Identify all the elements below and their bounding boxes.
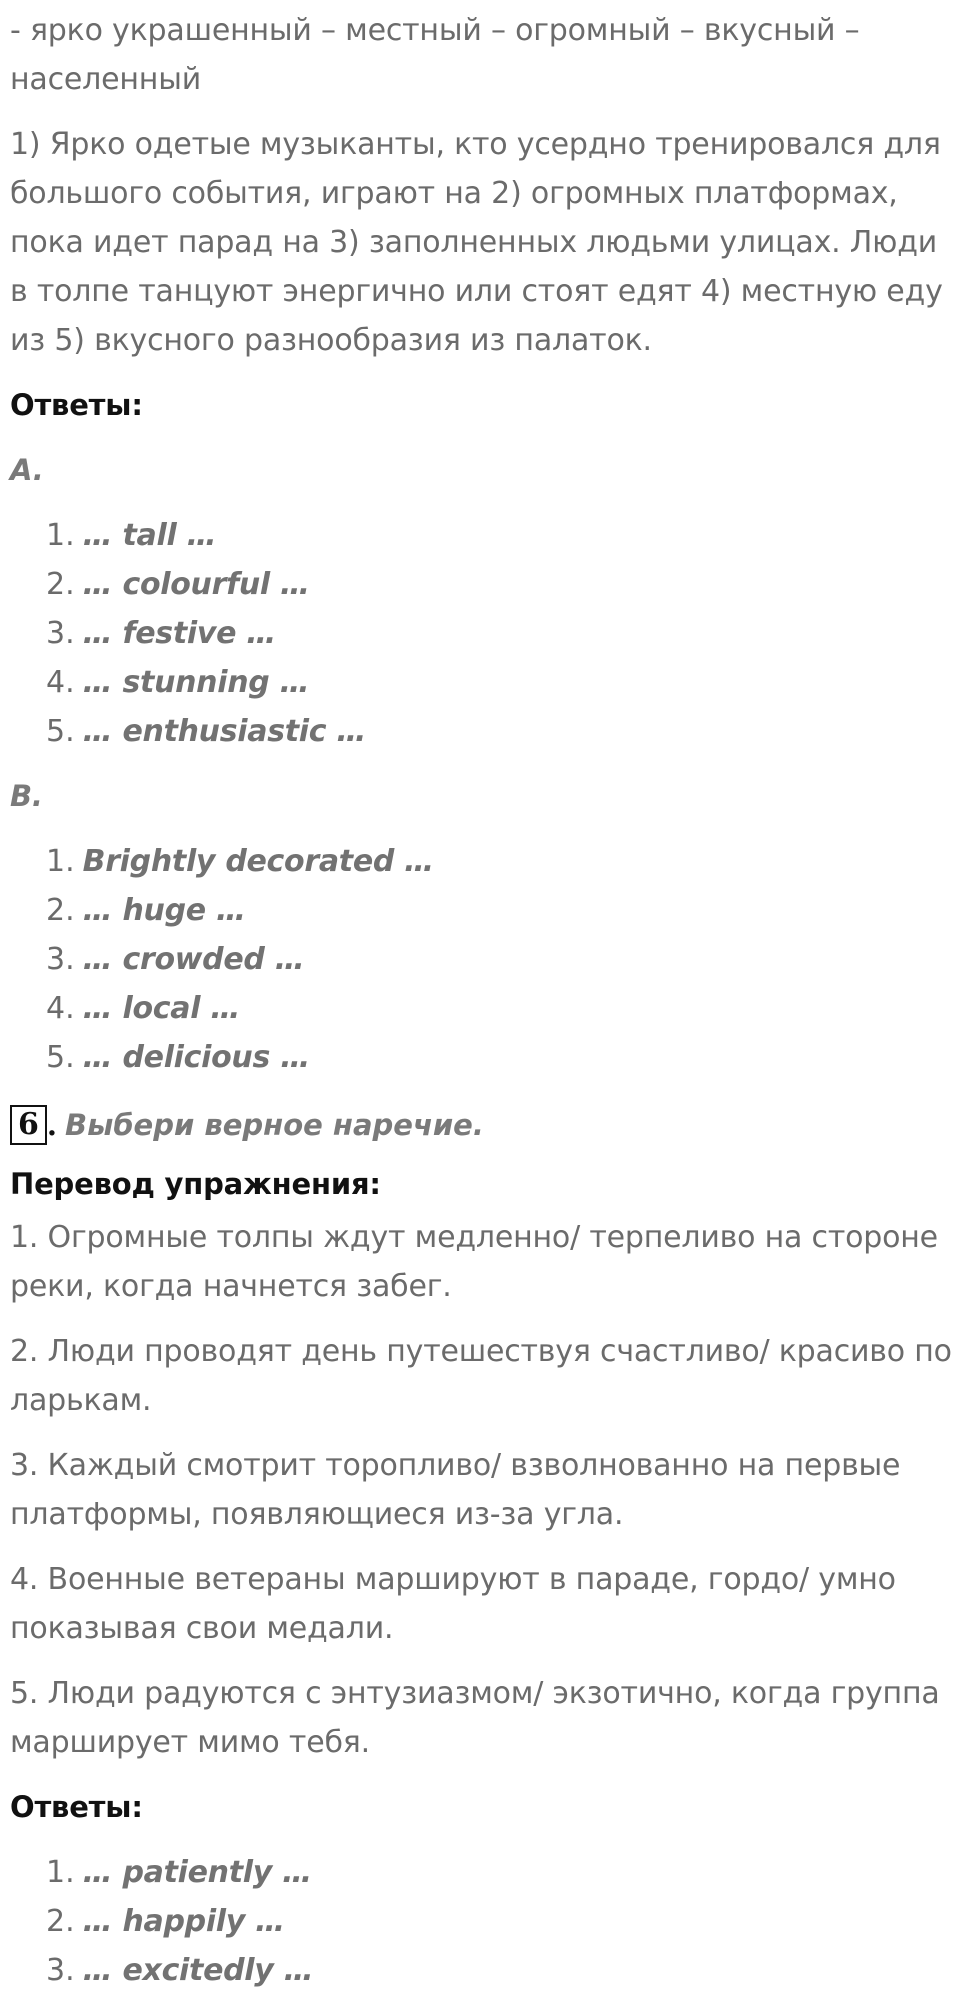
answer-text: Brightly decorated …	[82, 844, 434, 879]
answer-item	[46, 707, 960, 756]
answer-number: 1.	[46, 518, 75, 553]
section-a-answer-list	[10, 511, 960, 756]
exercise-sentence: 5. Люди радуются с энтузиазмом/ экзотично, когда группа марширует мимо тебя.	[10, 1676, 940, 1760]
exercise-instruction: Выбери верное наречие.	[64, 1108, 484, 1142]
answer-item	[46, 1946, 960, 1995]
document-page	[0, 6, 960, 1995]
exercise-sentence: 1. Огромные толпы ждут медленно/ терпеливо на стороне реки, когда начнется забег.	[10, 1220, 938, 1304]
section-b-label: B.	[10, 779, 43, 813]
answer-text: … colourful …	[82, 567, 310, 602]
answer-number: 4.	[46, 991, 75, 1026]
answer-number: 4.	[46, 665, 75, 700]
answer-text: … local …	[82, 991, 241, 1026]
answer-number: 3.	[46, 942, 75, 977]
exercise-sentence: 2. Люди проводят день путешествуя счастливо/ красиво по ларькам.	[10, 1334, 952, 1418]
exercise-sentence: 3. Каждый смотрит торопливо/ взволнованно на первые платформы, появляющиеся из-за угла.	[10, 1448, 901, 1532]
answer-text: … stunning …	[82, 665, 310, 700]
answer-item	[46, 609, 960, 658]
exercise-sentence: 4. Военные ветераны маршируют в параде, гордо/ умно показывая свои медали.	[10, 1562, 896, 1646]
answer-text: … festive …	[82, 616, 276, 651]
answer-text: … huge …	[82, 893, 246, 928]
answer-item	[46, 560, 960, 609]
answer-item	[46, 511, 960, 560]
answers-heading: Ответы:	[10, 388, 143, 422]
section-b-answer-list	[10, 837, 960, 1082]
answer-number: 2.	[46, 567, 75, 602]
answer-text: … crowded …	[82, 942, 305, 977]
answer-number: 3.	[46, 1953, 75, 1988]
answer-number: 2.	[46, 893, 75, 928]
exercise-number-dot: .	[46, 1108, 57, 1142]
answer-number: 1.	[46, 844, 75, 879]
exercise-6-answer-list	[10, 1848, 960, 1995]
answers-heading: Ответы:	[10, 1790, 143, 1824]
answer-item	[46, 1897, 960, 1946]
answer-text: … tall …	[82, 518, 217, 553]
answer-number: 1.	[46, 1855, 75, 1890]
answer-item	[46, 658, 960, 707]
answer-text: … patiently …	[82, 1855, 312, 1890]
answer-number: 5.	[46, 1040, 75, 1075]
answer-text: … enthusiastic …	[82, 714, 367, 749]
answer-item	[46, 837, 960, 886]
answer-item	[46, 1848, 960, 1897]
answer-text: … delicious …	[82, 1040, 310, 1075]
translation-heading: Перевод упражнения:	[10, 1167, 381, 1201]
answer-number: 2.	[46, 1904, 75, 1939]
exercise-number-box: 6	[10, 1105, 47, 1145]
answer-item	[46, 935, 960, 984]
answer-item	[46, 1033, 960, 1082]
word-list-line: - ярко украшенный – местный – огромный – вкусный – населенный	[10, 13, 860, 97]
answer-number: 5.	[46, 714, 75, 749]
answer-text: … happily …	[82, 1904, 285, 1939]
translation-paragraph: 1) Ярко одетые музыканты, кто усердно тренировался для большого события, играют на 2) огромных платформах, пока идет парад на 3) заполненных людьми улицах. Люди в толпе танцуют энергично или стоят едят 4) местную еду из 5) вкусного разнообразия из палаток.	[10, 127, 943, 358]
answer-text: … excitedly …	[82, 1953, 314, 1988]
answer-item	[46, 886, 960, 935]
exercise-6-header	[10, 1102, 960, 1148]
section-a-label: A.	[10, 453, 44, 487]
answer-item	[46, 984, 960, 1033]
answer-number: 3.	[46, 616, 75, 651]
